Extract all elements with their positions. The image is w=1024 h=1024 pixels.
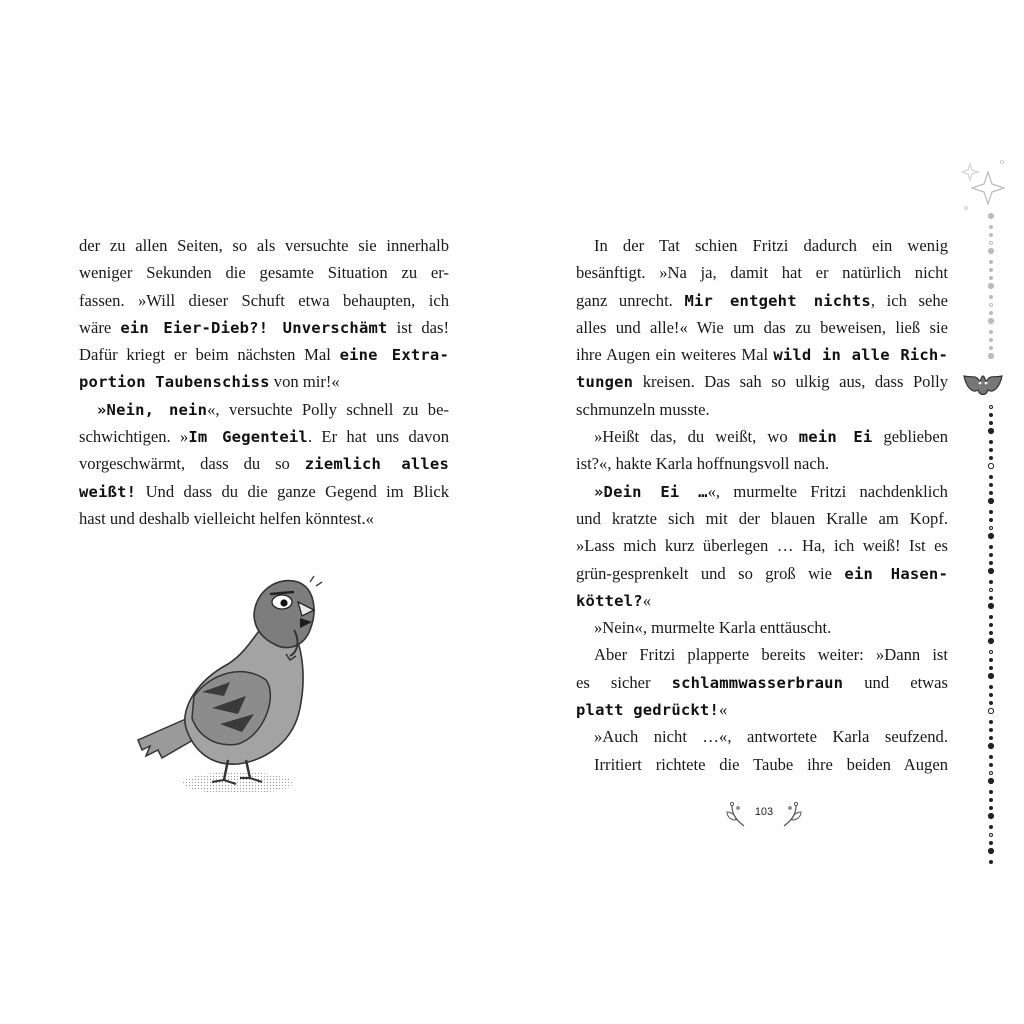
text-line <box>79 232 449 259</box>
emphasized-text: ein Eier-Dieb?! Unverschämt <box>120 318 388 337</box>
body-text: fassen. »Will dieser Schuft etwa behaupten, ich <box>79 290 449 310</box>
emphasized-text: tungen <box>576 373 634 392</box>
decoration-dot <box>990 721 993 724</box>
decoration-dot <box>988 353 993 358</box>
decoration-dot <box>988 213 993 218</box>
decoration-dot <box>990 737 993 740</box>
decoration-dot <box>988 813 993 818</box>
text-line <box>79 287 449 314</box>
emphasized-text: wild in alle Rich- <box>773 346 948 365</box>
decorative-edge-strip <box>958 150 1008 870</box>
body-text: weniger Sekunden die gesamte Situation zu er- <box>79 263 449 283</box>
body-text: Dafür kriegt er beim nächsten Mal <box>79 345 340 365</box>
decoration-dot <box>990 406 993 409</box>
body-text: besänftigt. »Na ja, damit hat er natürlich nicht <box>576 263 948 283</box>
decoration-dot <box>990 756 993 759</box>
body-text: grün-gesprenkelt und so groß wie <box>576 563 845 583</box>
sparkle-illustration <box>962 160 1004 209</box>
emphasized-text: platt gedrückt! <box>576 701 719 720</box>
decoration-dot <box>990 242 993 245</box>
decoration-dot <box>990 686 993 689</box>
decoration-dot <box>990 277 993 280</box>
body-text: , ich sehe <box>870 290 949 310</box>
text-line <box>576 669 948 696</box>
body-text: wäre <box>79 317 121 337</box>
decoration-dot <box>990 234 993 237</box>
decoration-dot <box>988 743 993 748</box>
decoration-dot <box>988 708 993 713</box>
body-text: In der Tat schien Fritzi dadurch ein wenig <box>594 236 948 255</box>
decoration-dot <box>990 764 993 767</box>
emphasized-text: mein Ei <box>798 428 873 447</box>
text-line <box>576 314 948 341</box>
decoration-dot <box>990 449 993 452</box>
decoration-dot <box>990 667 993 670</box>
decoration-dot <box>990 554 993 557</box>
text-line <box>576 751 948 778</box>
decoration-dot <box>990 581 993 584</box>
decoration-dot <box>988 603 993 608</box>
bat-illustration <box>964 376 1002 395</box>
text-line <box>79 478 449 505</box>
decoration-dot <box>990 304 993 307</box>
text-line <box>79 450 449 477</box>
emphasized-text: ein Hasen- <box>844 564 948 583</box>
text-line <box>79 259 449 286</box>
body-text: »Lass mich kurz überlegen … Ha, ich weiß! Ist es <box>576 536 948 556</box>
decoration-dot <box>990 729 993 732</box>
decoration-dot <box>988 673 993 678</box>
decoration-dot <box>990 519 993 522</box>
text-line <box>79 423 449 450</box>
pigeon-illustration <box>128 568 338 803</box>
decoration-dot <box>988 248 993 253</box>
emphasized-text: köttel? <box>576 591 643 610</box>
body-text: . Er hat uns davon <box>307 427 449 447</box>
decoration-dot <box>990 296 993 299</box>
body-text: ihre Augen ein weiteres Mal <box>576 345 774 365</box>
decoration-dot <box>990 546 993 549</box>
decoration-dot <box>990 441 993 444</box>
text-line <box>576 341 948 368</box>
emphasized-text: »Nein, nein <box>97 400 208 419</box>
decoration-dot <box>990 659 993 662</box>
body-text: schwichtigen. » <box>79 427 189 447</box>
page-number-footer <box>716 800 812 830</box>
text-line <box>79 341 449 368</box>
decoration-dot <box>988 848 993 853</box>
decoration-dot <box>990 457 993 460</box>
text-line <box>576 287 948 314</box>
body-text: vorgeschwärmt, dass du so <box>79 454 305 474</box>
body-text: « <box>642 590 652 610</box>
text-line <box>79 505 449 532</box>
body-text: ist?«, hakte Karla hoffnungsvoll nach. <box>576 454 830 474</box>
body-text: »Heißt das, du weißt, wo <box>594 427 799 447</box>
text-line <box>79 396 449 423</box>
decoration-dot <box>990 261 993 264</box>
decoration-dot <box>990 702 993 705</box>
emphasized-text: portion Taubenschiss <box>79 373 270 392</box>
right-page-text <box>576 232 948 778</box>
body-text: »Auch nicht …«, antwortete Karla seufzend. <box>594 727 948 747</box>
text-line <box>79 314 449 341</box>
decoration-dot <box>990 414 993 417</box>
emphasized-text: eine Extra- <box>339 346 449 365</box>
body-text: geblieben <box>872 427 949 447</box>
decoration-dot <box>990 842 993 845</box>
body-text: «, murmelte Fritzi nachdenklich <box>707 481 948 501</box>
text-line <box>576 641 948 668</box>
body-text: und etwas <box>843 672 948 692</box>
decoration-dot <box>990 624 993 627</box>
decoration-dot <box>990 422 993 425</box>
decoration-dot <box>990 527 993 530</box>
body-text: ganz unrecht. <box>576 290 685 310</box>
body-text: Aber Fritzi plapperte bereits weiter: »Dann ist <box>594 645 948 665</box>
decoration-dot <box>988 463 993 468</box>
decoration-dot <box>990 807 993 810</box>
decoration-dot <box>990 694 993 697</box>
decoration-dot <box>990 312 993 315</box>
text-line <box>576 478 948 505</box>
decoration-dot <box>990 562 993 565</box>
decoration-dot <box>990 226 993 229</box>
text-line <box>576 560 948 587</box>
body-text: »Nein«, murmelte Karla enttäuscht. <box>594 618 832 638</box>
emphasized-text: schlammwasserbraun <box>671 673 844 692</box>
text-line <box>576 368 948 395</box>
body-text: «, versuchte Polly schnell zu be- <box>207 399 449 419</box>
decoration-dot <box>990 772 993 775</box>
decoration-dot <box>990 476 993 479</box>
emphasized-text: weißt! <box>79 482 137 501</box>
decoration-dot <box>990 589 993 592</box>
body-text: von mir!« <box>269 372 340 392</box>
decoration-dot <box>990 597 993 600</box>
decoration-dot <box>988 498 993 503</box>
text-line <box>576 259 948 286</box>
right-sprig-icon <box>778 800 804 830</box>
text-line <box>576 532 948 559</box>
decoration-dot <box>990 347 993 350</box>
text-line <box>576 423 948 450</box>
decoration-dot <box>990 791 993 794</box>
text-line <box>576 696 948 723</box>
decoration-dot <box>990 331 993 334</box>
decoration-dot <box>990 484 993 487</box>
body-text: « <box>718 700 728 720</box>
emphasized-text: Mir entgeht nichts <box>684 291 871 310</box>
text-line <box>576 505 948 532</box>
text-line <box>576 614 948 641</box>
decoration-dot <box>988 568 993 573</box>
decoration-dot <box>990 861 993 864</box>
decoration-dot <box>990 799 993 802</box>
text-line <box>576 587 948 614</box>
decoration-dot <box>988 283 993 288</box>
decoration-dot <box>988 778 993 783</box>
decoration-dot <box>990 339 993 342</box>
decoration-dot <box>990 616 993 619</box>
emphasized-text: »Dein Ei … <box>594 482 708 501</box>
body-text: Irritiert richtete die Taube ihre beiden Augen <box>594 754 948 774</box>
decoration-dot <box>990 511 993 514</box>
text-line <box>576 232 948 259</box>
decoration-dot <box>990 834 993 837</box>
body-text: ist das! <box>387 317 450 337</box>
decoration-dot <box>988 533 993 538</box>
text-line <box>576 723 948 750</box>
body-text: und kratzte sich mit der blauen Kralle am Kopf. <box>576 508 948 528</box>
body-text: Und dass du die ganze Gegend im Blick <box>136 481 449 501</box>
dotted-line-decoration <box>988 213 993 863</box>
text-line <box>79 368 449 395</box>
decoration-dot <box>990 826 993 829</box>
decoration-dot <box>988 318 993 323</box>
body-text: alles und alle!« Wie um das zu beweisen, ließ sie <box>576 317 948 337</box>
decoration-dot <box>990 632 993 635</box>
decoration-dot <box>990 269 993 272</box>
decoration-dot <box>988 428 993 433</box>
left-page-text <box>79 232 449 532</box>
decoration-dot <box>990 492 993 495</box>
body-text: kreisen. Das sah so ulkig aus, dass Polly <box>633 372 948 392</box>
decoration-dot <box>990 651 993 654</box>
text-line <box>576 450 948 477</box>
body-text: der zu allen Seiten, so als versuchte sie innerhalb <box>79 236 449 255</box>
emphasized-text: ziemlich alles <box>304 455 449 474</box>
body-text: hast und deshalb vielleicht helfen könntest.« <box>79 508 374 528</box>
emphasized-text: Im Gegenteil <box>188 428 308 447</box>
body-text: schmunzeln musste. <box>576 399 710 419</box>
decoration-dot <box>988 638 993 643</box>
body-text: es sicher <box>576 672 672 692</box>
page-number: 103 <box>754 806 774 818</box>
text-line <box>576 396 948 423</box>
